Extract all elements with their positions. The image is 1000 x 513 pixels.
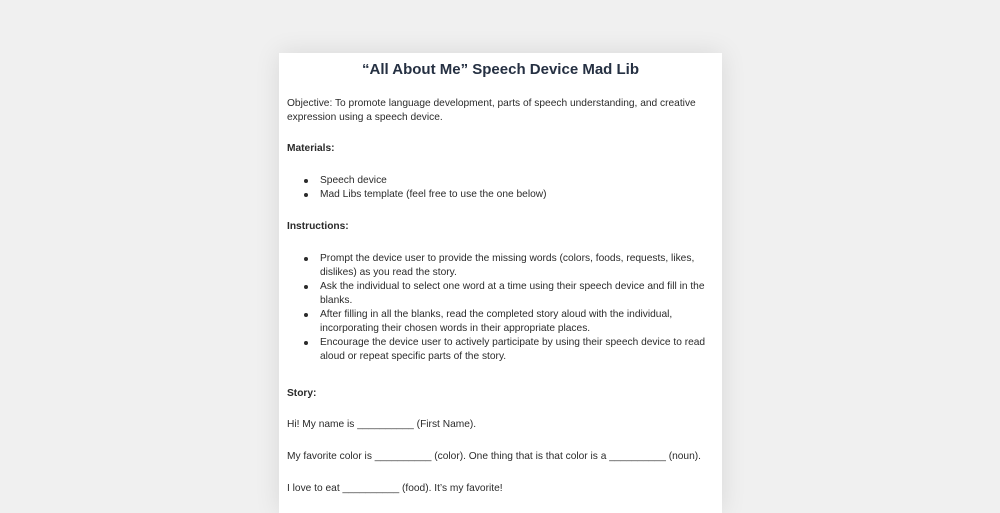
materials-list	[287, 174, 714, 202]
story-line: My favorite color is __________ (color). One thing that is that color is a __________ (noun).	[287, 451, 701, 462]
instructions-item: Encourage the device user to actively participate by using their speech device to read aloud or repeat specific parts of the story.	[320, 336, 714, 364]
document-page	[279, 53, 722, 513]
story-heading: Story:	[287, 388, 317, 399]
instructions-item: After filling in all the blanks, read the completed story aloud with the individual, incorporating their chosen words in their appropriate places.	[320, 308, 714, 336]
story-line: Hi! My name is __________ (First Name).	[287, 419, 477, 430]
instructions-item: Prompt the device user to provide the missing words (colors, foods, requests, likes, dislikes) as you read the story.	[320, 252, 714, 280]
materials-item: Speech device	[320, 174, 714, 188]
instructions-item: Ask the individual to select one word at a time using their speech device and fill in the blanks.	[320, 280, 714, 308]
materials-item: Mad Libs template (feel free to use the one below)	[320, 188, 714, 202]
objective-paragraph: Objective: To promote language development, parts of speech understanding, and creative expression using a speech device.	[287, 98, 696, 123]
document-title: “All About Me” Speech Device Mad Lib	[362, 61, 639, 78]
instructions-heading: Instructions:	[287, 221, 349, 232]
instructions-list	[287, 252, 714, 364]
story-line: I love to eat __________ (food). It’s my favorite!	[287, 483, 503, 494]
materials-heading: Materials:	[287, 143, 335, 154]
